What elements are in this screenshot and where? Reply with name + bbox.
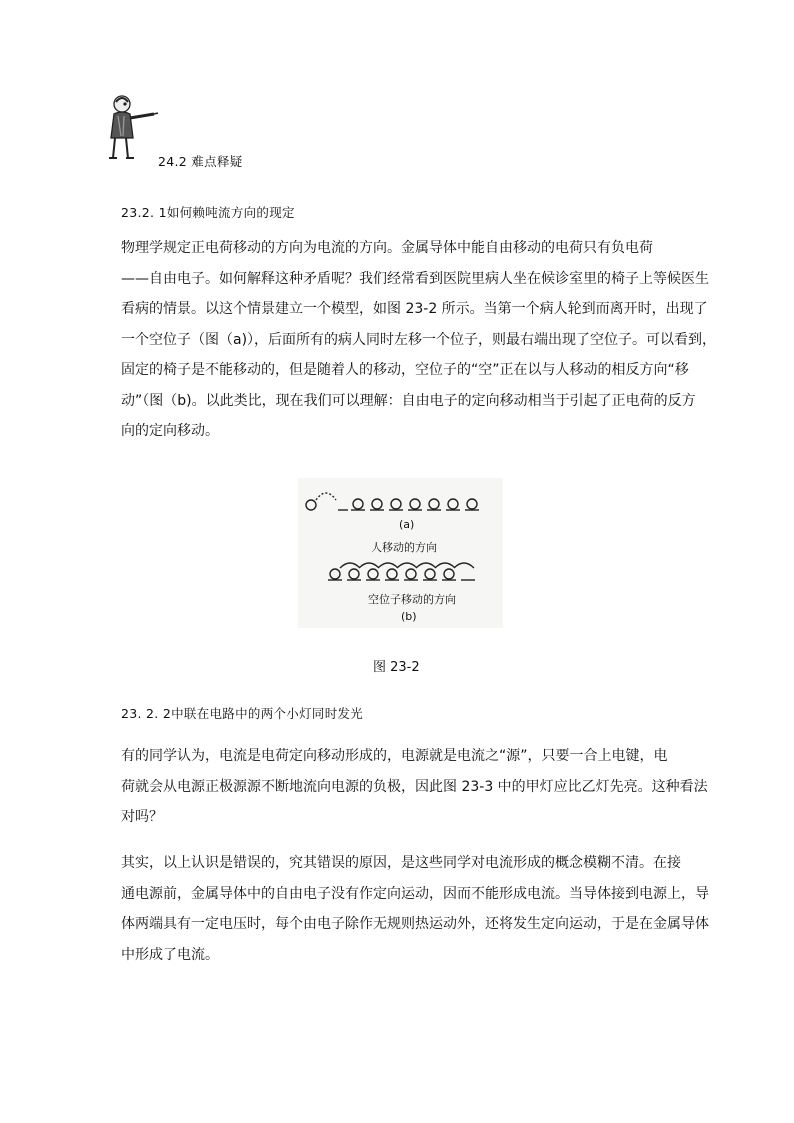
paragraph-line: 一个空位子（图（a)），后面所有的病人同时左移一个位子，则最右端出现了空位子。可以看到， bbox=[121, 331, 717, 348]
paragraph-line: 体两端具有一定电压时，每个由电子除作无规则热运动外，还将发生定向运动，于是在金属导体 bbox=[121, 916, 709, 932]
figure-label-person-direction: 人移动的方向 bbox=[371, 541, 437, 554]
figure-label-a: (a) bbox=[399, 518, 415, 531]
subsection-2-paragraph-1 bbox=[121, 741, 708, 833]
paragraph-line: 中形成了电流。 bbox=[121, 946, 219, 963]
paragraph-line: 固定的椅子是不能移动的，但是随着人的移动，空位子的“空”正在以与人移动的相反方向“移 bbox=[121, 362, 689, 378]
subsection-1-paragraph bbox=[121, 233, 717, 447]
paragraph-line: 通电源前，金属导体中的自由电子没有作定向运动，因而不能形成电流。当导体接到电源上，导 bbox=[121, 885, 709, 902]
paragraph-line: 有的同学认为，电流是电荷定向移动形成的，电源就是电流之“源”，只要一合上电键，电 bbox=[121, 748, 668, 764]
figure-label-b: (b) bbox=[401, 610, 417, 623]
paragraph-line: 向的定向移动。 bbox=[121, 423, 219, 439]
paragraph-line: 动”（图（b)。以此类比，现在我们可以理解：自由电子的定向移动相当于引起了正电荷的反方 bbox=[121, 392, 696, 409]
paragraph-line: 看病的情景。以这个情景建立一个模型，如图 23-2 所示。当第一个病人轮到而离开时，出现了 bbox=[121, 301, 708, 317]
subsection-1-title: 23.2. 1如何赖吨流方向的现定 bbox=[121, 205, 295, 220]
paragraph-line: 物理学规定正电荷移动的方向为电流的方向。金属导体中能自由移动的电荷只有负电荷 bbox=[121, 240, 653, 256]
row-a-seats bbox=[351, 499, 479, 510]
paragraph-line: ——自由电子。如何解释这种矛盾呢？我们经常看到医院里病人坐在候诊室里的椅子上等候医生 bbox=[121, 270, 709, 287]
figure-23-2 bbox=[298, 478, 503, 628]
figure-caption: 图 23-2 bbox=[373, 660, 420, 675]
section-title: 24.2 难点释疑 bbox=[158, 154, 243, 169]
paragraph-line: 其实，以上认识是错误的，究其错误的原因，是这些同学对电流形成的概念模糊不清。在接 bbox=[121, 855, 681, 871]
figure-label-seat-direction: 空位子移动的方向 bbox=[368, 593, 456, 606]
row-b-seats bbox=[328, 563, 475, 580]
paragraph-line: 荷就会从电源正极源源不断地流向电源的负极，因此图 23-3 中的甲灯应比乙灯先亮。这种看法 bbox=[121, 778, 708, 795]
pointing-teacher-icon bbox=[104, 92, 160, 164]
subsection-2-title: 23. 2. 2中联在电路中的两个小灯同时发光 bbox=[121, 706, 364, 721]
paragraph-line: 对吗？ bbox=[121, 809, 163, 825]
subsection-2-paragraph-2 bbox=[121, 848, 709, 970]
